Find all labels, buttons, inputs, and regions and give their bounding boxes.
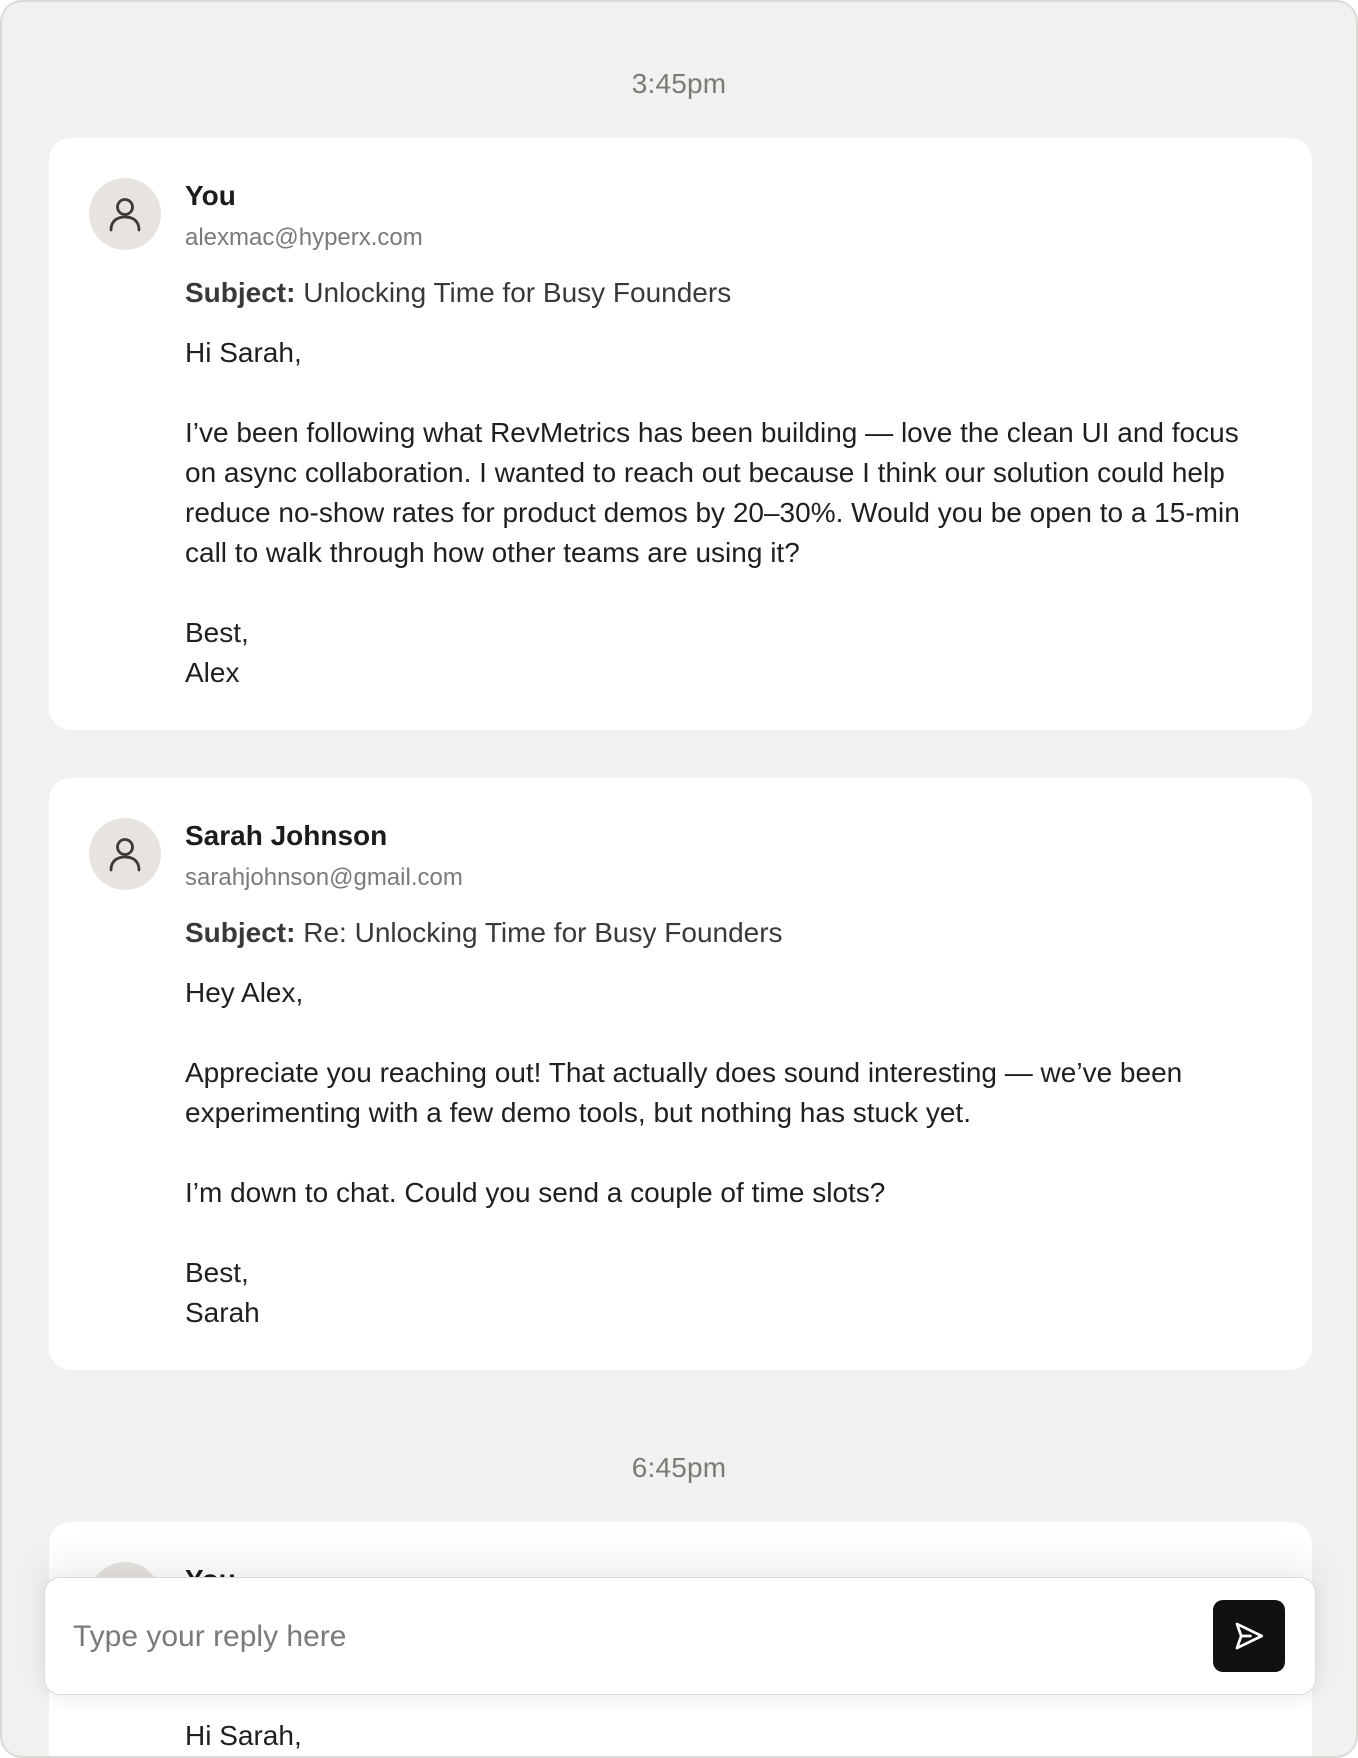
avatar: [89, 818, 161, 890]
email-sign-off: [185, 1253, 1275, 1333]
email-signature: Sarah: [185, 1297, 260, 1328]
email-message-card: [49, 778, 1312, 1370]
email-subject: [185, 277, 731, 309]
email-closing: Best,: [185, 617, 249, 648]
timestamp: 3:45pm: [631, 68, 727, 99]
sender-name: Sarah Johnson: [185, 820, 388, 851]
send-button[interactable]: [1213, 1600, 1285, 1672]
subject-label: Subject:: [185, 917, 296, 948]
email-greeting: Hey Alex,: [185, 977, 304, 1008]
email-closing: Best,: [185, 1257, 249, 1288]
sender-email: sarahjohnson@gmail.com: [185, 864, 463, 891]
email-greeting: Hi Sarah,: [185, 337, 302, 368]
sender-email: alexmac@hyperx.com: [185, 224, 423, 251]
email-body: [185, 973, 1275, 1333]
user-icon: [108, 836, 142, 872]
reply-composer: [44, 1577, 1316, 1695]
email-message-card: [49, 138, 1312, 730]
email-sign-off: [185, 613, 1275, 693]
email-body: [185, 333, 1275, 693]
sender-name: You: [185, 180, 236, 211]
subject-text: Re: Unlocking Time for Busy Founders: [303, 917, 783, 948]
subject-text: Unlocking Time for Busy Founders: [303, 277, 732, 308]
user-icon: [108, 196, 142, 232]
email-greeting: Hi Sarah,: [185, 1720, 302, 1751]
email-body: [185, 1716, 1275, 1756]
email-paragraph: I’m down to chat. Could you send a couple of time slots?: [185, 1177, 886, 1208]
email-paragraph: Appreciate you reaching out! That actually does sound interesting — we’ve been experimenting with a few demo tools, but nothing has stuck yet.: [185, 1057, 1183, 1128]
email-signature: Alex: [185, 657, 240, 688]
email-paragraph: I’ve been following what RevMetrics has been building — love the clean UI and focus on async collaboration. I wanted to reach out because I think our solution could help reduce no-show rates for product demos by 20–30%. Would you be open to a 15-min call to walk through how other teams are using it?: [185, 417, 1240, 568]
email-subject: [185, 917, 783, 949]
timestamp: 6:45pm: [631, 1452, 727, 1483]
subject-label: Subject:: [185, 277, 296, 308]
send-icon: [1232, 1619, 1266, 1653]
reply-input[interactable]: [73, 1602, 1153, 1672]
avatar: [89, 178, 161, 250]
